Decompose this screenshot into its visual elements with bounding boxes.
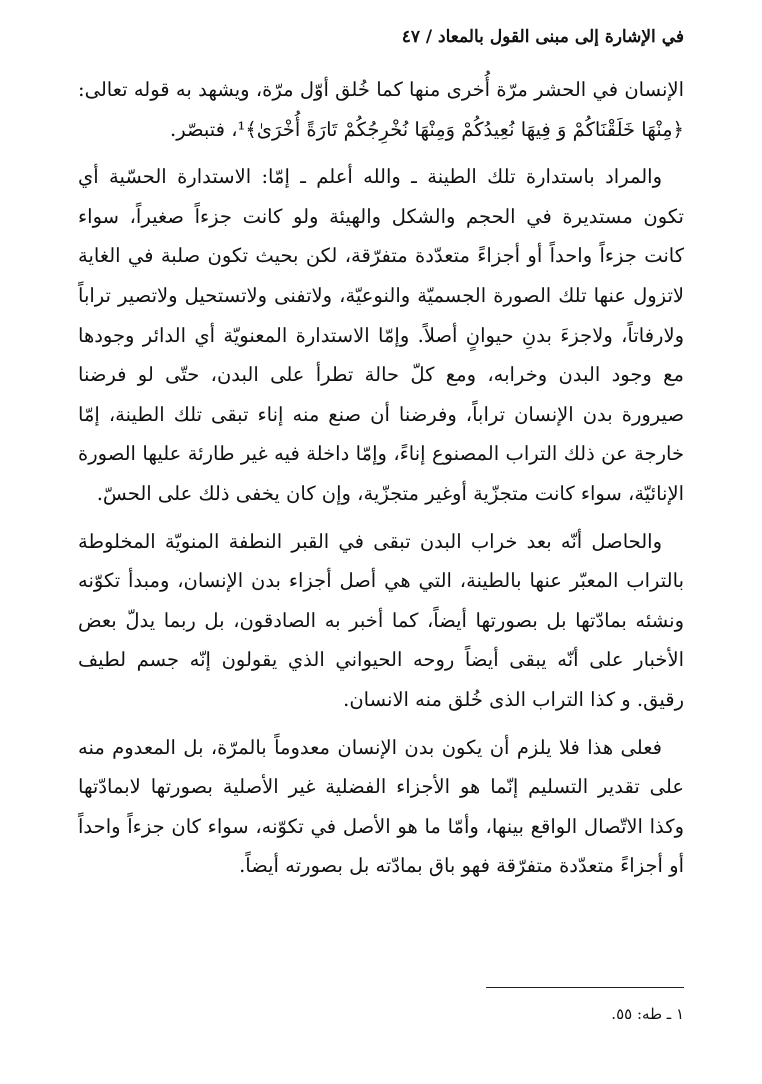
body-text — [78, 70, 684, 886]
paragraph-3: والحاصل أنّه بعد خراب البدن تبقى في القبر النطفة المنويّة المخلوطة بالتراب المعبّر عنها بالطينة، التي هي أصل أجزاء بدن الإنسان، ومبدأ تكوّنه ونشئه بمادّتها بل بصورتها أيضاً، كما أخبر به الصادقون، بل ربما يدلّ بعض الأخبار على أنّه يبقى أيضاً روحه الحيواني الذي يقولون إنّه جسم لطيف رقيق. و كذا التراب الذى خُلق منه الانسان. — [78, 529, 684, 711]
running-header: في الإشارة إلى مبنى القول بالمعاد / ٤٧ — [401, 27, 684, 47]
footnote-divider — [486, 987, 684, 988]
paragraph-1: الإنسان في الحشر مرّة أُخرى منها كما خُلق أوّل مرّة، ويشهد به قوله تعالى: ﴿مِنْهَا خَلَقْنَاكُمْ وَ فِيهَا نُعِيدُكُمْ وَمِنْهَا نُخْرِجُكُمْ تَارَةً أُخْرَىٰ﴾¹، فتبصّر. — [78, 78, 684, 141]
paragraph-4: فعلى هذا فلا يلزم أن يكون بدن الإنسان معدوماً بالمرّة، بل المعدوم منه على تقدير التسليم إنّما هو الأجزاء الفضلية غير الأصلية بصورتها لابمادّتها وكذا الاتّصال الواقع بينها، وأمّا ما هو الأصل في تكوّنه، سواء كان جزءاً واحداً أو أجزاءً متعدّدة متفرّقة فهو باق بمادّته بل بصورته أيضاً. — [78, 735, 684, 878]
paragraph-2: والمراد باستدارة تلك الطينة ـ والله أعلم ـ إمّا: الاستدارة الحسّية أي تكون مستديرة في الحجم والشكل والهيئة ولو كانت جزءاً صغيراً، سواء كانت جزءاً واحداً أو أجزاءً متعدّدة متفرّقة، لكن بحيث تكون صلبة في الغاية لاتزول عنها تلك الصورة الجسميّة والنوعيّة، ولاتفنى ولاتستحيل ولاتصير تراباً ولارفاتاً، ولاجزءَ بدنِ حيوانٍ أصلاً. وإمّا الاستدارة المعنويّة أي الدائر وجودها مع وجود البدن وخرابه، ومع كلّ حالة تطرأ على البدن، حتّى لو فرضنا صيرورة بدن الإنسان تراباً، وفرضنا أن صنع منه إناء تبقى تلك الطينة، إمّا خارجة عن ذلك التراب المصنوع إناءً، وإمّا داخلة فيه غير طارئة عليها الصورة الإنائيّة، سواء كانت متجزّية أوغير متجزّية، وإن كان يخفى ذلك على الحسّ. — [78, 165, 684, 505]
footnote: ١ ـ طه: ٥٥. — [611, 1005, 684, 1023]
